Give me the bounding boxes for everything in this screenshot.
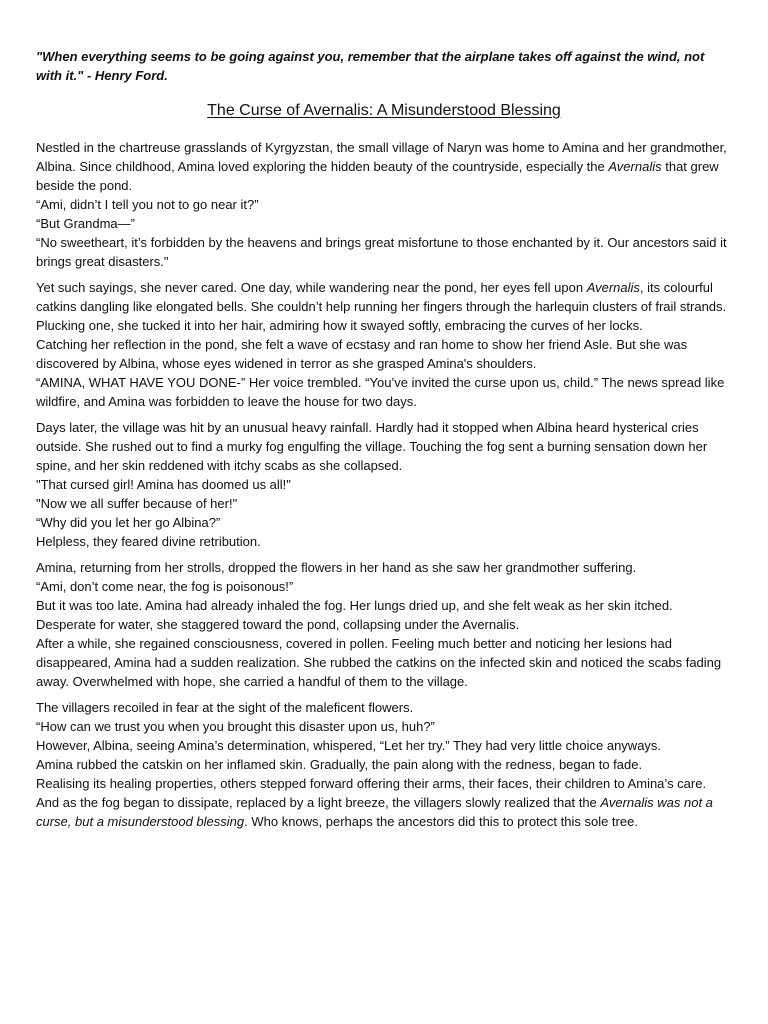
story-line — [36, 793, 732, 831]
text-segment: Catching her reflection in the pond, she felt a wave of ecstasy and ran home to show her friend Asle. But she was discovered by Albina, whose eyes widened in terror as she grasped Amina's shoulders. — [36, 337, 688, 371]
epigraph-quote — [36, 47, 732, 85]
story-line — [36, 138, 732, 195]
story-line — [36, 335, 732, 373]
text-segment: "Now we all suffer because of her!" — [36, 496, 238, 511]
story-line — [36, 195, 732, 214]
text-segment: Amina rubbed the catskin on her inflamed skin. Gradually, the pain along with the redness, began to fade. — [36, 757, 643, 772]
text-segment: Amina, returning from her strolls, dropped the flowers in her hand as she saw her grandmother suffering. — [36, 560, 637, 575]
text-segment: The villagers recoiled in fear at the sight of the maleficent flowers. — [36, 700, 414, 715]
story-line — [36, 418, 732, 475]
story-line — [36, 698, 732, 717]
italic-text: Avernalis — [586, 280, 640, 295]
story-line — [36, 278, 732, 335]
text-segment: But it was too late. Amina had already inhaled the fog. Her lungs dried up, and she felt weak as her skin itched. Desperate for water, she staggered toward the pond, collapsing under the Avernalis. — [36, 598, 673, 632]
text-segment: Yet such sayings, she never cared. One day, while wandering near the pond, her eyes fell upon — [36, 280, 587, 295]
text-segment: Nestled in the chartreuse grasslands of Kyrgyzstan, the small village of Naryn was home to Amina and her grandmother, Albina. Since childhood, Amina loved exploring the hidden beauty of the countryside, especially the — [36, 140, 727, 174]
text-segment: "That cursed girl! Amina has doomed us all!" — [36, 477, 291, 492]
italic-text: Avernalis — [608, 159, 662, 174]
story-line — [36, 513, 732, 532]
story-line — [36, 233, 732, 271]
story-line — [36, 532, 732, 551]
story-line — [36, 475, 732, 494]
text-segment: After a while, she regained consciousness, covered in pollen. Feeling much better and noticing her lesions had disappeared, Amina had a sudden realization. She rubbed the catkins on the infected skin and noticed the scabs fading away. Overwhelmed with hope, she carried a handful of them to the village. — [36, 636, 722, 689]
story-line — [36, 214, 732, 233]
text-segment: However, Albina, seeing Amina’s determination, whispered, “Let her try.” They had very little choice anyways. — [36, 738, 662, 753]
text-segment: “No sweetheart, it’s forbidden by the heavens and brings great misfortune to those enchanted by it. Our ancestors said it brings great disasters." — [36, 235, 727, 269]
story-line — [36, 634, 732, 691]
text-segment: . Who knows, perhaps the ancestors did this to protect this sole tree. — [244, 814, 638, 829]
italic-text: Avernalis was not a curse, but a misunderstood blessing — [36, 795, 713, 829]
story-line — [36, 774, 732, 793]
story-line — [36, 755, 732, 774]
quote-text: "When everything seems to be going against you, remember that the airplane takes off against the wind, not with it." — [36, 49, 705, 83]
story-line — [36, 558, 732, 577]
text-segment: Helpless, they feared divine retribution. — [36, 534, 261, 549]
text-segment: “Ami, didn’t I tell you not to go near it?” — [36, 197, 259, 212]
story-title: The Curse of Avernalis: A Misunderstood Blessing — [207, 102, 561, 119]
story-paragraph — [36, 698, 732, 831]
text-segment: “Why did you let her go Albina?” — [36, 515, 221, 530]
story-body — [36, 138, 732, 831]
story-line — [36, 596, 732, 634]
text-segment: Realising its healing properties, others stepped forward offering their arms, their faces, their children to Amina’s care. — [36, 776, 707, 791]
story-line — [36, 577, 732, 596]
story-paragraph — [36, 558, 732, 691]
story-paragraph — [36, 278, 732, 411]
text-segment: , its colourful catkins dangling like elongated bells. She couldn’t help running her fingers through the harlequin clusters of frail strands. Plucking one, she tucked it into her hair, admiring how it swayed softly, embracing the curves of her locks. — [36, 280, 727, 333]
story-line — [36, 736, 732, 755]
story-paragraph — [36, 418, 732, 551]
story-line — [36, 717, 732, 736]
text-segment: that grew beside the pond. — [36, 159, 719, 193]
story-paragraph — [36, 138, 732, 271]
text-segment: “But Grandma—” — [36, 216, 135, 231]
text-segment: “Ami, don’t come near, the fog is poisonous!” — [36, 579, 294, 594]
story-line — [36, 494, 732, 513]
text-segment: “AMINA, WHAT HAVE YOU DONE-” Her voice trembled. “You’ve invited the curse upon us, child.” The news spread like wildfire, and Amina was forbidden to leave the house for two days. — [36, 375, 725, 409]
text-segment: And as the fog began to dissipate, replaced by a light breeze, the villagers slowly realized that the — [36, 795, 601, 810]
quote-attribution: - Henry Ford. — [83, 68, 168, 83]
story-line — [36, 373, 732, 411]
text-segment: “How can we trust you when you brought this disaster upon us, huh?” — [36, 719, 435, 734]
text-segment: Days later, the village was hit by an unusual heavy rainfall. Hardly had it stopped when Albina heard hysterical cries outside. She rushed out to find a murky fog engulfing the village. Touching the fog sent a burning sensation down her spine, and her skin reddened with itchy scabs as she collapsed. — [36, 420, 708, 473]
